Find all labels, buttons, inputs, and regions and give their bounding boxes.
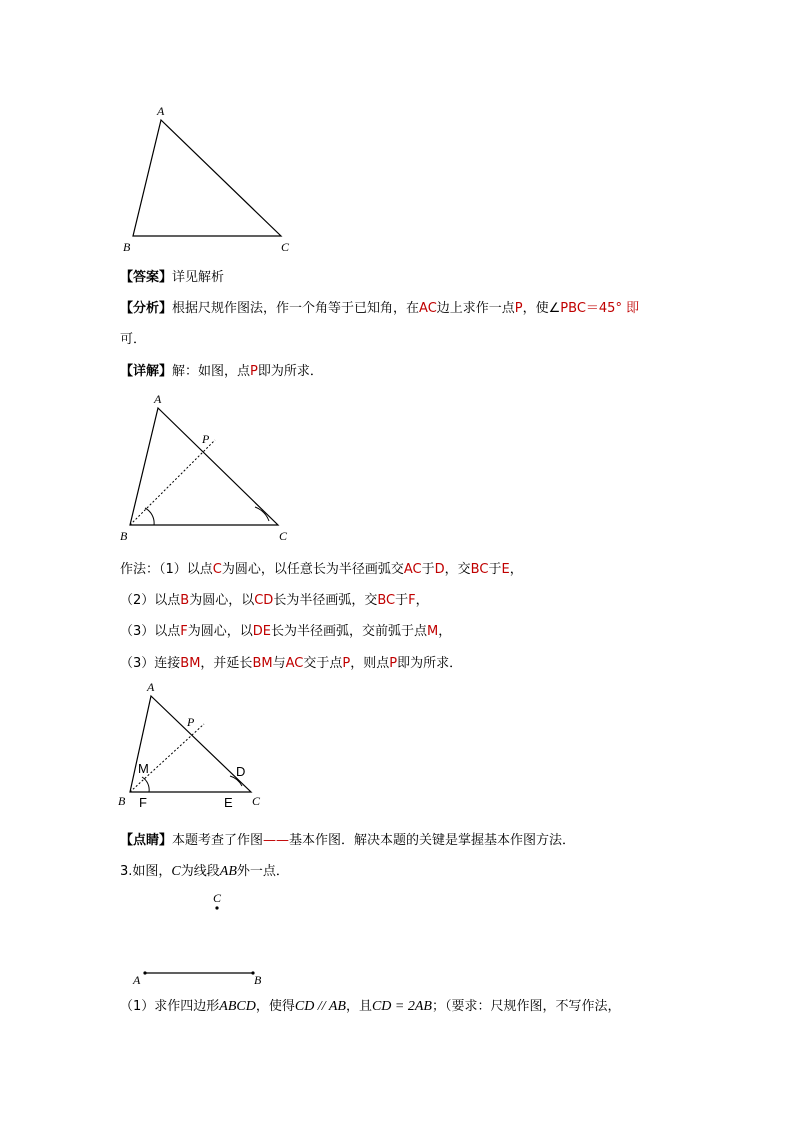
label-p-2: P — [202, 432, 210, 446]
label-m-3: M — [138, 761, 149, 776]
label-b-2: B — [120, 529, 128, 543]
question-3-part-1 — [120, 997, 620, 1017]
analysis-line-2-text: 可． — [120, 332, 147, 347]
m4-bm2: BM — [252, 656, 273, 671]
dotted-line-bp-3 — [130, 724, 204, 792]
analysis-text-3: ，使∠ — [522, 301, 561, 316]
label-a-2: A — [154, 392, 162, 406]
m1-t1: 作法：（1）以点 — [120, 562, 213, 577]
analysis-text-2: 边上求作一点 — [436, 301, 515, 316]
label-d-3: D — [236, 764, 246, 779]
label-c-2: C — [279, 529, 288, 543]
analysis-text-1: 根据尺规作图法，作一个角等于已知角，在 — [172, 301, 420, 316]
comment-line — [120, 831, 575, 851]
analysis-p: P — [514, 301, 523, 316]
dotted-line-bp — [130, 440, 215, 525]
detail-line — [120, 362, 323, 382]
m4-t1: （3）连接 — [120, 656, 181, 671]
m2-t4: 于 — [395, 593, 409, 608]
triangle-abc — [133, 120, 281, 236]
answer-tag: 【答案】 — [120, 270, 173, 285]
m1-t3: 于 — [421, 562, 435, 577]
analysis-angle: PBC＝45° — [560, 301, 622, 316]
q3p1-cond2: CD = 2AB — [371, 999, 432, 1014]
detail-text-2: 即为所求． — [257, 364, 323, 379]
analysis-text-4: 即 — [626, 301, 640, 316]
m4-t2: ，并延长 — [200, 656, 253, 671]
m4-p: P — [342, 656, 351, 671]
m1-e: E — [501, 562, 510, 577]
m4-t6: 即为所求． — [397, 656, 463, 671]
figure-1-triangle — [115, 100, 315, 260]
label-p-3: P — [187, 715, 195, 729]
m1-bc: BC — [470, 562, 489, 577]
comment-dash: —— — [263, 833, 290, 848]
detail-p: P — [250, 364, 258, 379]
m2-b: B — [180, 593, 190, 608]
label-e-3: E — [224, 795, 233, 810]
q3p1-t3: ，且 — [345, 999, 372, 1014]
m2-t5: ， — [415, 593, 429, 608]
point-c — [215, 906, 218, 909]
analysis-ac: AC — [419, 301, 437, 316]
method-step-3 — [120, 622, 451, 642]
arc-at-b — [145, 508, 154, 525]
analysis-line-2 — [120, 330, 146, 350]
q3-t3: 外一点． — [236, 864, 289, 879]
label-a-3: A — [147, 680, 155, 694]
label-c-4: C — [213, 891, 222, 905]
m2-bc: BC — [377, 593, 396, 608]
m3-t3: 长为半径画弧，交前弧于点 — [271, 624, 428, 639]
method-step-2 — [120, 591, 429, 611]
q3p1-t2: ，使得 — [255, 999, 295, 1014]
label-b-4: B — [254, 973, 262, 987]
m2-t2: 为圆心，以 — [189, 593, 255, 608]
label-b: B — [123, 240, 131, 254]
label-b-3: B — [118, 794, 126, 808]
analysis-line-1 — [120, 299, 639, 319]
comment-text-2: 基本作图．解决本题的关键是掌握基本作图方法． — [289, 833, 576, 848]
arc-at-b-3 — [142, 777, 149, 792]
m2-f: F — [408, 593, 416, 608]
m4-t3: 与 — [272, 656, 286, 671]
m3-m: M — [427, 624, 439, 639]
m1-t5: 于 — [488, 562, 502, 577]
point-a — [143, 971, 146, 974]
m4-bm: BM — [180, 656, 201, 671]
m1-ac: AC — [403, 562, 422, 577]
m1-d: D — [434, 562, 445, 577]
detail-tag: 【详解】 — [120, 364, 173, 379]
m3-t1: （3）以点 — [120, 624, 181, 639]
m1-t6: ， — [509, 562, 523, 577]
m3-f: F — [180, 624, 188, 639]
method-step-4 — [120, 654, 462, 674]
analysis-tag: 【分析】 — [120, 301, 173, 316]
method-step-1 — [120, 560, 523, 580]
q3p1-abcd: ABCD — [219, 999, 256, 1014]
m1-t4: ，交 — [444, 562, 471, 577]
figure-4-segment-ab-point-c — [125, 888, 275, 990]
m1-t2: 为圆心，以任意长为半径画弧交 — [221, 562, 404, 577]
label-f-3: F — [139, 795, 147, 810]
m3-t4: ， — [438, 624, 452, 639]
m1-c: C — [212, 562, 222, 577]
answer-text: 详见解析 — [172, 270, 225, 285]
detail-text-1: 解：如图，点 — [172, 364, 251, 379]
m4-p2: P — [389, 656, 398, 671]
m4-t4: 交于点 — [303, 656, 343, 671]
figure-3-construction-labeled — [112, 678, 282, 814]
m4-t5: ，则点 — [350, 656, 390, 671]
m3-t2: 为圆心，以 — [187, 624, 253, 639]
q3p1-t4: ；（要求：尺规作图，不写作法， — [431, 999, 621, 1014]
answer-line — [120, 268, 224, 288]
q3-ab: AB — [219, 864, 237, 879]
figure-2-construction — [115, 390, 305, 550]
m2-cd: CD — [254, 593, 274, 608]
q3-c: C — [171, 864, 181, 879]
m3-de: DE — [252, 624, 272, 639]
q3-t2: 为线段 — [180, 864, 220, 879]
q3p1-cond1: CD // AB — [294, 999, 346, 1014]
q3p1-t1: （1）求作四边形 — [120, 999, 220, 1014]
m4-ac: AC — [285, 656, 304, 671]
q3-t1: 3.如图， — [120, 864, 172, 879]
label-a-4: A — [133, 973, 141, 987]
label-c-3: C — [252, 794, 261, 808]
m2-t1: （2）以点 — [120, 593, 181, 608]
label-a: A — [157, 104, 165, 118]
question-3 — [120, 862, 289, 882]
m2-t3: 长为半径画弧，交 — [273, 593, 378, 608]
comment-tag: 【点睛】 — [120, 833, 173, 848]
comment-text-1: 本题考查了作图 — [172, 833, 264, 848]
label-c: C — [281, 240, 290, 254]
